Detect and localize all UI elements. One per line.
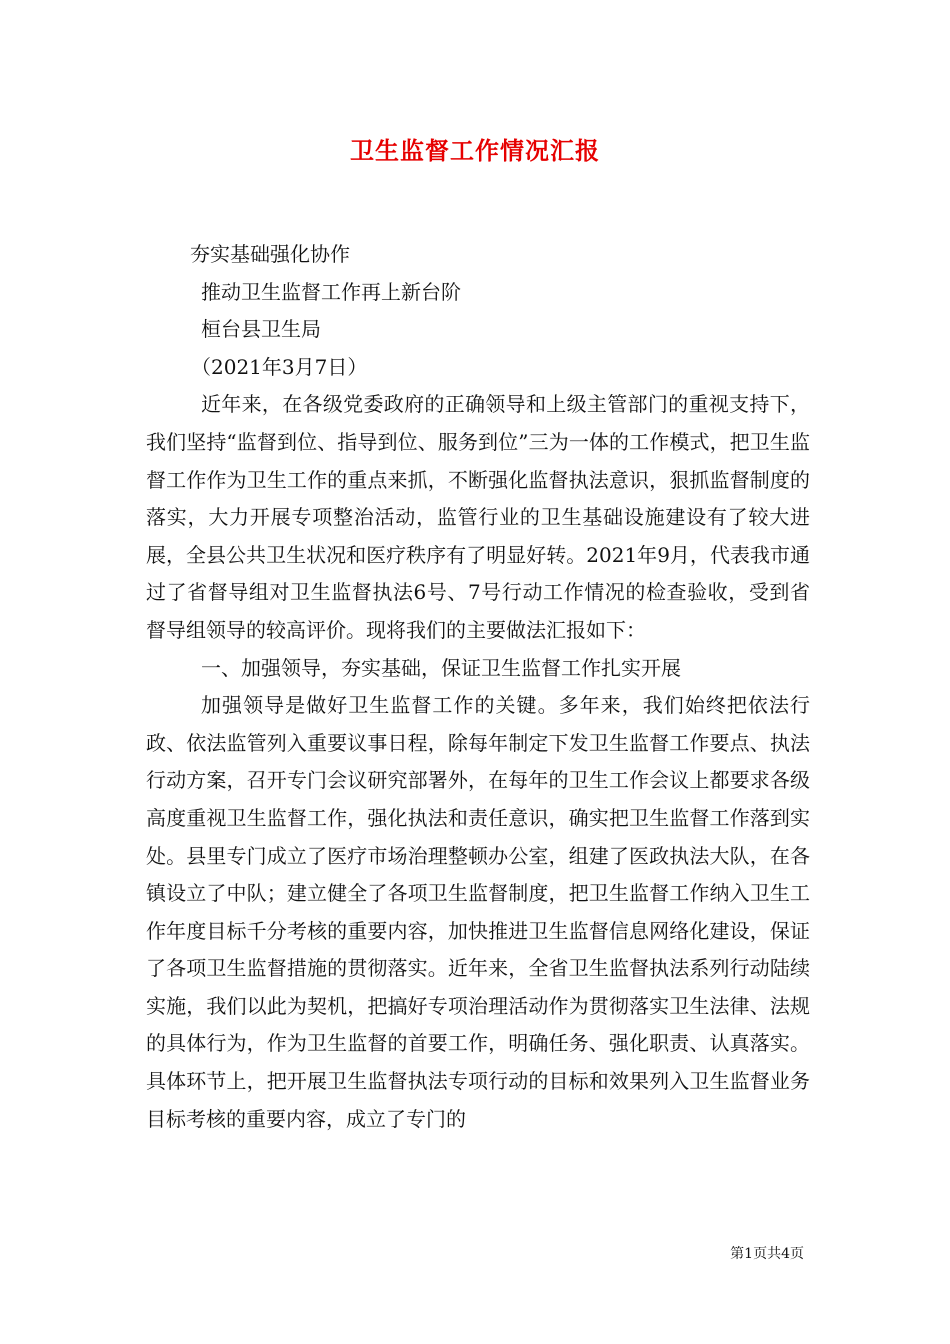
- heading-line-2: 推动卫生监督工作再上新台阶: [201, 279, 461, 304]
- paragraph-intro: 近年来，在各级党委政府的正确领导和上级主管部门的重视支持下，我们坚持“监督到位、指导到位、服务到位”三为一体的工作模式，把卫生监督工作作为卫生工作的重点来抓，不断强化监督执法意识，狠抓监督制度的落实，大力开展专项整治活动，监管行业的卫生基础设施建设有了较大进展，全县公共卫生状况和医疗秩序有了明显好转。2021年9月，代表我市通过了省督导组对卫生监督执法6号、7号行动工作情况的检查验收，受到省督导组领导的较高评价。现将我们的主要做法汇报如下：: [146, 392, 810, 642]
- document-title: 卫生监督工作情况汇报: [350, 136, 600, 165]
- section-heading-1: 一、加强领导，夯实基础，保证卫生监督工作扎实开展: [201, 655, 681, 680]
- page-number-footer: 第1页共4页: [730, 1246, 804, 1262]
- heading-line-1: 夯实基础强化协作: [190, 242, 350, 266]
- document-body: [146, 236, 810, 1138]
- date-line: （2021年3月7日）: [191, 354, 368, 379]
- paragraph-section-1: 加强领导是做好卫生监督工作的关键。多年来，我们始终把依法行政、依法监管列入重要议事日程，除每年制定下发卫生监督工作要点、执法行动方案，召开专门会议研究部署外，在每年的卫生工作会议上都要求各级高度重视卫生监督工作，强化执法和责任意识，确实把卫生监督工作落到实处。县里专门成立了医疗市场治理整顿办公室，组建了医政执法大队，在各镇设立了中队；建立健全了各项卫生监督制度，把卫生监督工作纳入卫生工作年度目标千分考核的重要内容，加快推进卫生监督信息网络化建设，保证了各项卫生监督措施的贯彻落实。近年来，全省卫生监督执法系列行动陆续实施，我们以此为契机，把搞好专项治理活动作为贯彻落实卫生法律、法规的具体行为，作为卫生监督的首要工作，明确任务、强化职责、认真落实。具体环节上，把开展卫生监督执法专项行动的目标和效果列入卫生监督业务目标考核的重要内容，成立了专门的: [146, 693, 810, 1131]
- author-line: 桓台县卫生局: [201, 317, 321, 342]
